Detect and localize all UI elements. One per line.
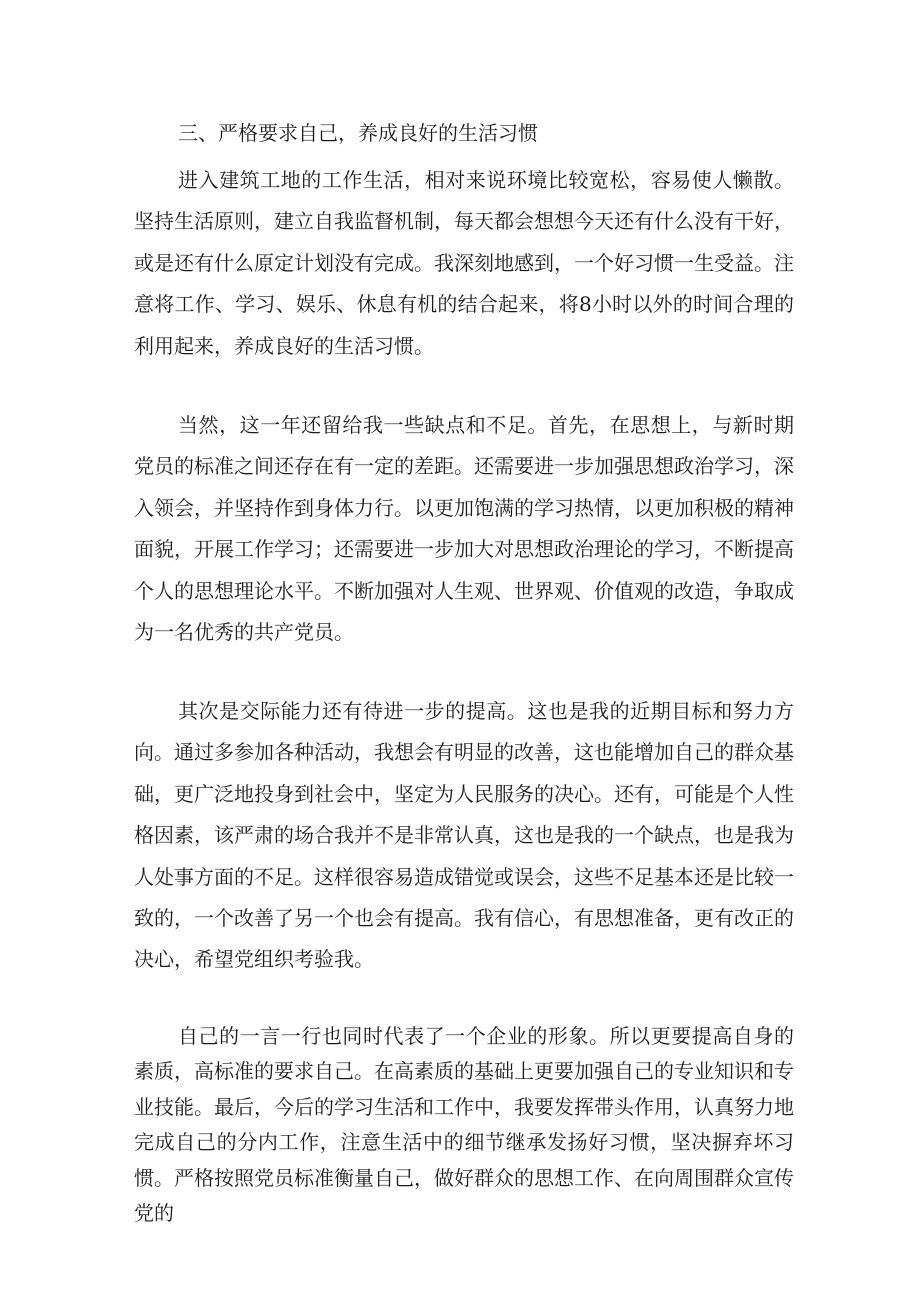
section-heading: 三、严格要求自己，养成良好的生活习惯	[178, 121, 538, 145]
paragraph-communication: 其次是交际能力还有待进一步的提高。这也是我的近期目标和努力方向。通过多参加各种活动，我想会有明显的改善，这也能增加自己的群众基础，更广泛地投身到社会中，坚定为人民服务的决心。还有，可能是个人性格因素，该严肃的场合我并不是非常认真，这也是我的一个缺点，也是我为人处事方面的不足。这样很容易造成错觉或误会，这些不足基本还是比较一致的，一个改善了另一个也会有提高。我有信心，有思想准备，更有改正的决心，希望党组织考验我。	[134, 699, 794, 972]
paragraph-shortcomings: 当然，这一年还留给我一些缺点和不足。首先，在思想上，与新时期党员的标准之间还存在有一定的差距。还需要进一步加强思想政治学习，深入领会，并坚持作到身体力行。以更加饱满的学习热情，以更加积极的精神面貌，开展工作学习；还需要进一步加大对思想政治理论的学习，不断提高个人的思想理论水平。不断加强对人生观、世界观、价值观的改造，争取成为一名优秀的共产党员。	[134, 413, 794, 645]
paragraph-enterprise-image: 自己的一言一行也同时代表了一个企业的形象。所以更要提高自身的素质，高标准的要求自己。在高素质的基础上更要加强自己的专业知识和专业技能。最后，今后的学习生活和工作中，我要发挥带头作用，认真努力地完成自己的分内工作，注意生活中的细节继承发扬好习惯，坚决摒弃坏习惯。严格按照党员标准衡量自己，做好群众的思想工作、在向周围群众宣传党的	[134, 1024, 794, 1226]
paragraph-living-habits: 进入建筑工地的工作生活，相对来说环境比较宽松，容易使人懒散。坚持生活原则，建立自我监督机制，每天都会想想今天还有什么没有干好，或是还有什么原定计划没有完成。我深刻地感到，一个好习惯一生受益。注意将工作、学习、娱乐、休息有机的结合起来，将8小时以外的时间合理的利用起来，养成良好的生活习惯。	[134, 168, 794, 358]
